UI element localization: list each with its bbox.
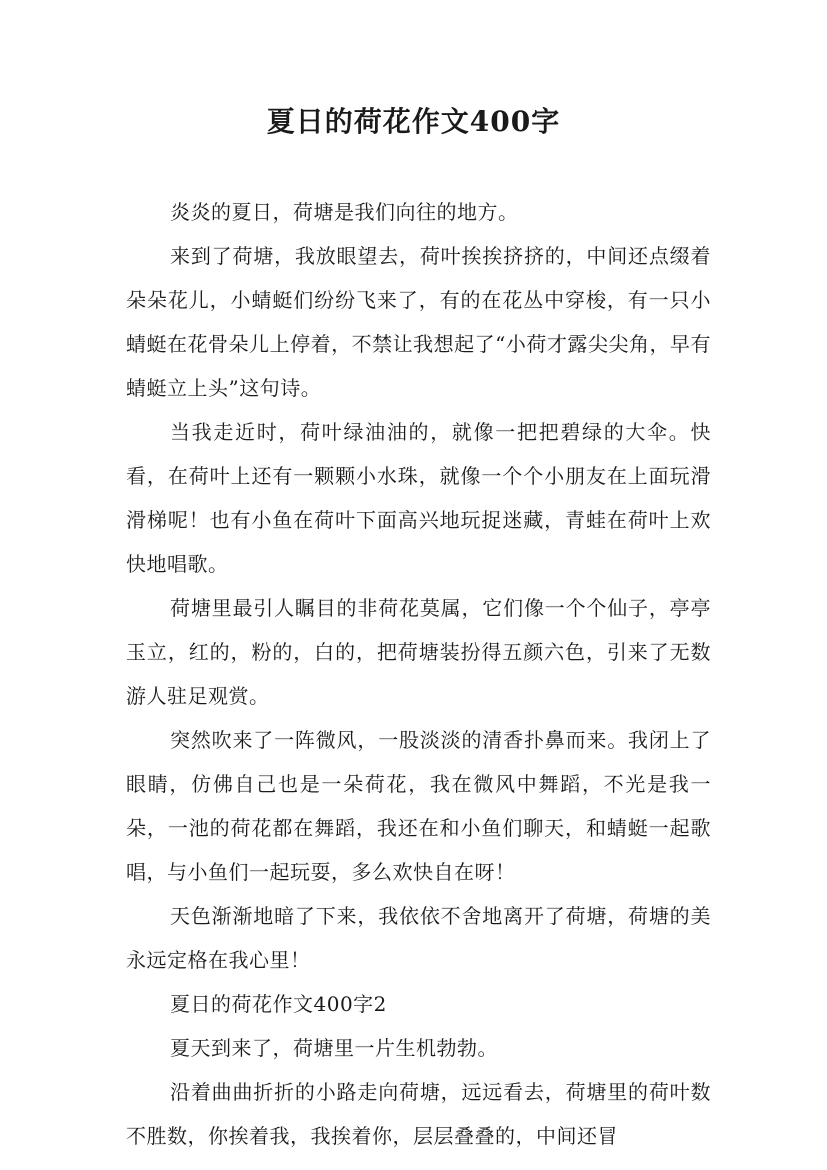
document-title: 夏日的荷花作文400字	[266, 105, 561, 138]
paragraph-5: 突然吹来了一阵微风，一股淡淡的清香扑鼻而来。我闭上了眼睛，仿佛自己也是一朵荷花，我在微风中舞蹈，不光是我一朵，一池的荷花都在舞蹈，我还在和小鱼们聊天，和蜻蜓一起歌唱，与小鱼们一起玩耍，多么欢快自在呀！	[126, 728, 711, 884]
document-body	[126, 190, 711, 1158]
paragraph-8: 沿着曲曲折折的小路走向荷塘，远远看去，荷塘里的荷叶数不胜数，你挨着我，我挨着你，层层叠叠的，中间还冒	[126, 1080, 711, 1148]
section-heading: 夏日的荷花作文400字2	[170, 992, 387, 1016]
paragraph-7: 夏天到来了，荷塘里一片生机勃勃。	[170, 1036, 498, 1060]
paragraph-1: 炎炎的夏日，荷塘是我们向往的地方。	[170, 200, 519, 224]
paragraph-6: 天色渐渐地暗了下来，我依依不舍地离开了荷塘，荷塘的美永远定格在我心里！	[126, 904, 711, 972]
paragraph-4: 荷塘里最引人瞩目的非荷花莫属，它们像一个个仙子，亭亭玉立，红的，粉的，白的，把荷塘装扮得五颜六色，引来了无数游人驻足观赏。	[126, 596, 711, 708]
paragraph-2: 来到了荷塘，我放眼望去，荷叶挨挨挤挤的，中间还点缀着朵朵花儿，小蜻蜓们纷纷飞来了，有的在花丛中穿梭，有一只小蜻蜓在花骨朵儿上停着，不禁让我想起了“小荷才露尖尖角，早有蜻蜓立上头”这句诗。	[126, 244, 711, 400]
paragraph-3: 当我走近时，荷叶绿油油的，就像一把把碧绿的大伞。快看，在荷叶上还有一颗颗小水珠，就像一个个小朋友在上面玩滑滑梯呢！也有小鱼在荷叶下面高兴地玩捉迷藏，青蛙在荷叶上欢快地唱歌。	[126, 420, 711, 576]
